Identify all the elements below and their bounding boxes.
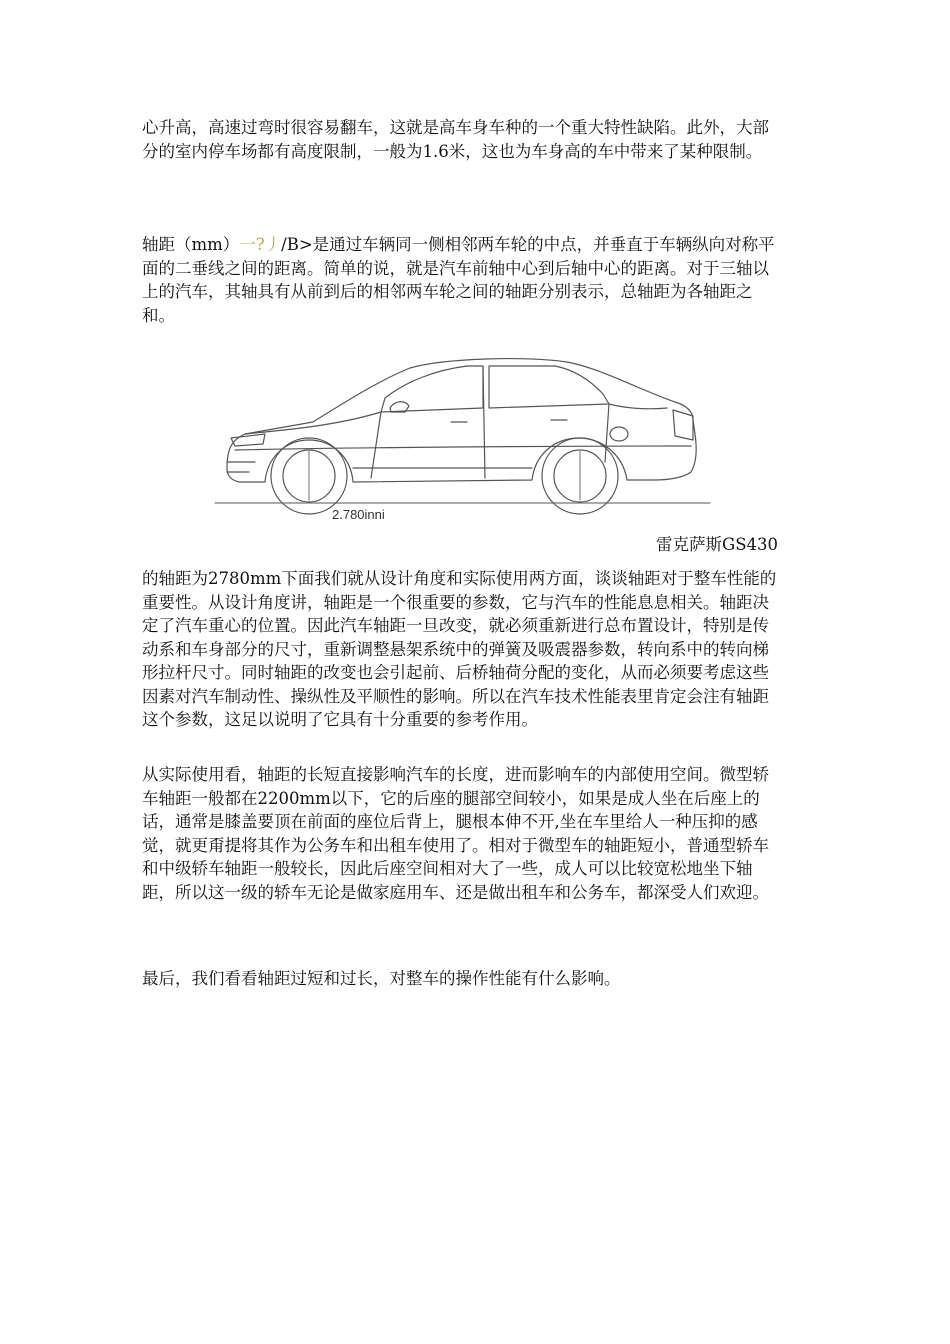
definition-text: /B>是通过车辆同一侧相邻两车轮的中点，并垂直于车辆纵向对称平面的二垂线之间的距离。简单的说，就是汽车前轴中心到后轴中心的距离。对于三轴以上的汽车，其轴具有从前到后的相邻两车轮之间的轴距分别表示，总轴距为各轴距之和。	[142, 235, 775, 325]
car-line-drawing	[205, 350, 725, 530]
paragraph-body-height: 心升高，高速过弯时很容易翻车，这就是高车身车种的一个重大特性缺陷。此外，大部分的室内停车场都有高度限制，一般为1.6米，这也为车身高的车中带来了某种限制。	[142, 118, 769, 161]
wheelbase-dimension-label: 2.780inni	[332, 507, 385, 522]
side-mirror	[390, 402, 409, 412]
fuel-cap	[610, 427, 628, 441]
rear-door-line	[605, 404, 609, 462]
car-c-pillar	[609, 404, 667, 409]
side-crease	[235, 446, 691, 450]
figure-caption: 雷克萨斯GS430	[656, 535, 778, 554]
paragraph-practical-use: 从实际使用看，轴距的长短直接影响汽车的长度，进而影响车的内部使用空间。微型轿车轴距一般都在2200mm以下，它的后座的腿部空间较小，如果是成人坐在后座上的话，通常是膝盖要顶在前面的座位后背上，腿根本伸不开,坐在车里给人一种压抑的感觉，就更甭提将其作为公务车和出租车使用了。相对于微型车的轴距短小，普通型轿车和中级轿车轴距一般较长，因此后座空间相对大了一些，成人可以比较宽松地坐下轴距，所以这一级的轿车无论是做家庭用车、还是做出租车和公务车，都深受人们欢迎。	[142, 765, 769, 902]
car-window-outline	[381, 366, 483, 412]
car-body-outline	[227, 359, 696, 482]
car-rear-window	[489, 366, 609, 408]
paragraph-wheelbase-definition	[142, 233, 784, 327]
car-side-view-figure	[205, 350, 725, 530]
paragraph-design-perspective: 的轴距为2780mm下面我们就从设计角度和实际使用两方面，谈谈轴距对于整车性能的重要性。从设计角度讲，轴距是一个很重要的参数，它与汽车的性能息息相关。轴距决定了汽车重心的位置。因此汽车轴距一旦改变，就必须重新进行总布置设计，特别是传动系和车身部分的尺寸，重新调整悬架系统中的弹簧及吸震器参数，转向系中的转向梯形拉杆尺寸。同时轴距的改变也会引起前、后桥轴荷分配的变化，从而必须要考虑这些因素对汽车制动性、操纵性及平顺性的影响。所以在汽车技术性能表里肯定会注有轴距这个参数，这足以说明了它具有十分重要的参考作用。	[142, 569, 777, 729]
wheelbase-term: 轴距（mm）	[142, 235, 240, 254]
tail-light	[673, 410, 693, 440]
b-pillar-line	[483, 366, 485, 478]
front-bumper	[227, 462, 255, 472]
paragraph-conclusion-intro: 最后，我们看看轴距过短和过长，对整车的操作性能有什么影响。	[142, 969, 621, 988]
garbled-symbol: 一?丿	[239, 235, 282, 254]
